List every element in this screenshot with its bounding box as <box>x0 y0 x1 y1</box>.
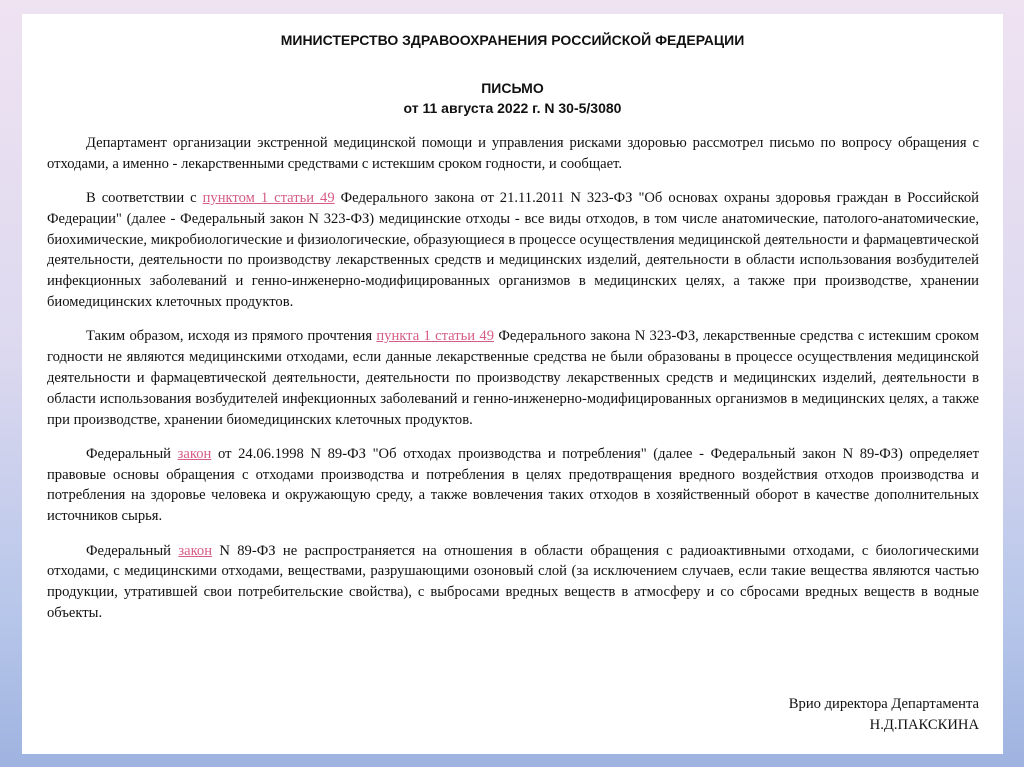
document-type: ПИСЬМО <box>481 80 544 96</box>
paragraph-3-text-after: Федерального закона N 323-ФЗ, лекарственные средства с истекшим сроком годности не являются медицинскими отходами, если данные лекарственные средства не были образованы в процессе осуществления медицинской деятельности и фармацевтической деятельности, деятельности по производству лекарственных средств и медицинских изделий, деятельности в области использования возбудителей инфекционных заболеваний и генно-инженерно-модифицированных организмов в медицинских целях, а также при производстве, хранении биомедицинских клеточных продуктов. <box>47 328 979 428</box>
signatory-position: Врио директора Департамента <box>788 696 979 712</box>
paragraph-2 <box>47 188 979 313</box>
paragraph-4 <box>47 444 979 527</box>
law-89-link-2[interactable]: закон <box>178 542 213 559</box>
document-page <box>22 14 1003 754</box>
paragraph-5-text-after: N 89-ФЗ не распространяется на отношения в области обращения с радиоактивными отходами, с биологическими отходами, с медицинскими отходами, веществами, разрушающими озоновый слой (за исключением случаев, если такие вещества являются частью продукции, утратившей свои потребительские свойства), с выбросами вредных веществ в атмосферу и со сбросами вредных веществ в водные объекты. <box>47 542 979 621</box>
law-89-link[interactable]: закон <box>177 445 212 462</box>
document-body <box>47 133 979 637</box>
paragraph-1-text: Департамент организации экстренной медицинской помощи и управления рисками здоровью рассмотрел письмо по вопросу обращения с отходами, а именно - лекарственными средствами с истекшим сроком годности, и сообщает. <box>47 135 979 172</box>
paragraph-2-text-before: В соответствии с <box>86 190 203 207</box>
document-date-number: от 11 августа 2022 г. N 30-5/3080 <box>403 100 622 116</box>
paragraph-4-text-after: от 24.06.1998 N 89-ФЗ "Об отходах производства и потребления" (далее - Федеральный закон N 89-ФЗ) определяет правовые основы обращения с отходами производства и потребления в целях предотвращения вредного воздействия отходов производства и потребления на здоровье человека и окружающую среду, а также вовлечения таких отходов в хозяйственный оборот в качестве дополнительных источников сырья. <box>47 445 979 525</box>
signature-block <box>789 694 979 736</box>
law-323-article-49-link[interactable]: пунктом 1 статьи 49 <box>202 190 335 207</box>
signatory-name: Н.Д.ПАКСКИНА <box>869 716 979 733</box>
paragraph-4-text-before: Федеральный <box>86 445 178 462</box>
law-323-article-49-link-2[interactable]: пункта 1 статьи 49 <box>376 328 495 345</box>
paragraph-2-text-after: Федерального закона от 21.11.2011 N 323-ФЗ "Об основах охраны здоровья граждан в Российской Федерации" (далее - Федеральный закон N 323-ФЗ) медицинские отходы - все виды отходов, в том числе анатомические, патолого-анатомические, биохимические, микробиологические и физиологические, образующиеся в процессе осуществления медицинской деятельности и фармацевтической деятельности, деятельности по производству лекарственных средств и медицинских изделий, деятельности в области использования возбудителей инфекционных заболеваний и генно-инженерно-модифицированных организмов в медицинских целях, а также при производстве, хранении биомедицинских клеточных продуктов. <box>47 190 979 311</box>
paragraph-3-text-before: Таким образом, исходя из прямого прочтения <box>86 328 377 345</box>
paragraph-1 <box>47 133 979 175</box>
ministry-title: МИНИСТЕРСТВО ЗДРАВООХРАНЕНИЯ РОССИЙСКОЙ ФЕДЕРАЦИИ <box>280 32 745 48</box>
paragraph-5 <box>47 541 979 624</box>
paragraph-3 <box>47 326 979 430</box>
paragraph-5-text-before: Федеральный <box>86 542 179 559</box>
